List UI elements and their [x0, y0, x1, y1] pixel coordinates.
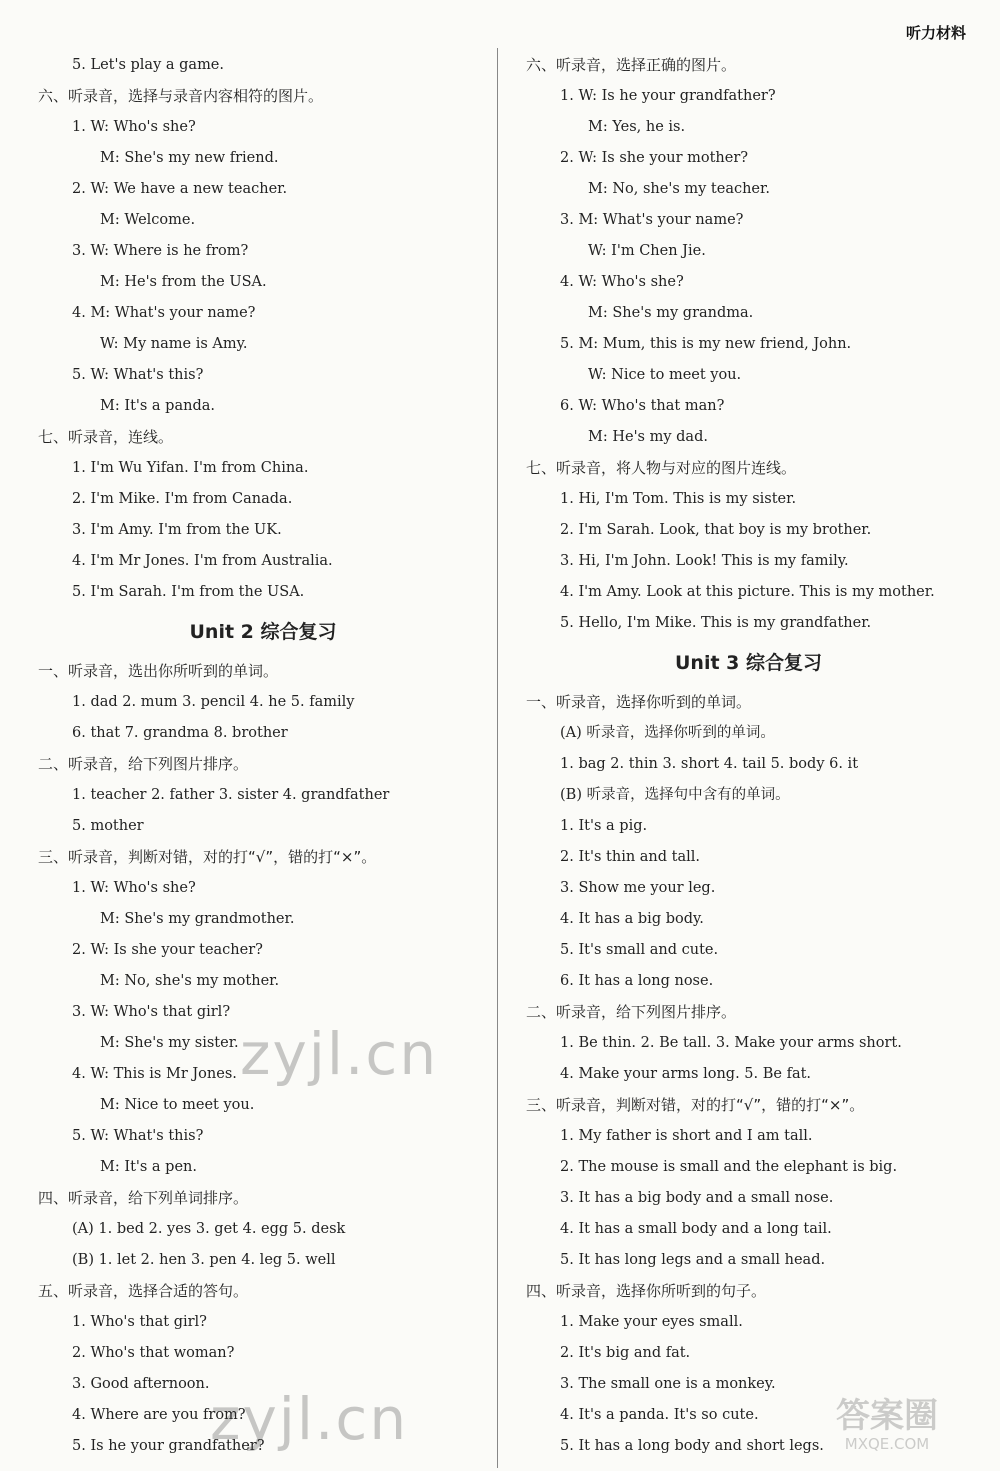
list-item: 5. It's small and cute.	[560, 942, 719, 958]
dialogue-reply: M: He's my dad.	[588, 429, 708, 445]
list-item: 2. Who's that woman?	[72, 1345, 235, 1361]
list-item: 4. It has a small body and a long tail.	[560, 1221, 832, 1237]
watermark-logo-url: MXQE.COM	[844, 1435, 930, 1453]
list-item: 5. It has a long body and short legs.	[560, 1438, 824, 1454]
list-item: 3. Good afternoon.	[72, 1376, 210, 1392]
dialogue-reply: M: She's my grandma.	[588, 305, 754, 321]
list-item: 4. It's a panda. It's so cute.	[560, 1407, 759, 1423]
list-item: 1. It's a pig.	[560, 818, 648, 834]
section-heading: 七、听录音，连线。	[38, 428, 174, 446]
list-item: 5. It has long legs and a small head.	[560, 1252, 826, 1268]
list-item: (B) 听录音，选择句中含有的单词。	[560, 787, 790, 803]
list-item: 2. W: We have a new teacher.	[72, 181, 288, 197]
list-item: 3. M: What's your name?	[560, 212, 744, 228]
list-item: 2. It's thin and tall.	[560, 849, 701, 865]
list-item: 4. I'm Mr Jones. I'm from Australia.	[72, 553, 333, 569]
dialogue-reply: M: She's my grandmother.	[100, 911, 295, 927]
list-item: 2. W: Is she your mother?	[560, 150, 749, 166]
list-item: 5. I'm Sarah. I'm from the USA.	[72, 584, 305, 600]
list-item: 4. Make your arms long. 5. Be fat.	[560, 1066, 812, 1082]
list-item: 1. dad 2. mum 3. pencil 4. he 5. family	[72, 694, 355, 710]
list-item: 1. teacher 2. father 3. sister 4. grandfather	[72, 787, 390, 803]
dialogue-reply: M: She's my new friend.	[100, 150, 279, 166]
list-item: 1. I'm Wu Yifan. I'm from China.	[72, 460, 309, 476]
section-heading: 四、听录音，给下列单词排序。	[38, 1189, 249, 1207]
list-item: 5. W: What's this?	[72, 367, 204, 383]
list-item: 3. W: Who's that girl?	[72, 1004, 231, 1020]
watermark-logo	[802, 1397, 972, 1457]
list-item: 3. It has a big body and a small nose.	[560, 1190, 834, 1206]
list-item: 6. that 7. grandma 8. brother	[72, 725, 288, 741]
list-item: 3. Hi, I'm John. Look! This is my family.	[560, 553, 849, 569]
list-item: 1. W: Who's she?	[72, 119, 196, 135]
list-item: 5. Let's play a game.	[72, 57, 225, 73]
section-heading: 二、听录音，给下列图片排序。	[526, 1003, 737, 1021]
list-item: 4. W: Who's she?	[560, 274, 684, 290]
watermark-logo-text: 答案圈	[836, 1396, 938, 1436]
list-item: 5. W: What's this?	[72, 1128, 204, 1144]
section-heading: 二、听录音，给下列图片排序。	[38, 755, 249, 773]
section-heading: 一、听录音，选出你所听到的单词。	[38, 662, 279, 680]
list-item: 4. M: What's your name?	[72, 305, 256, 321]
watermark-text: zyjl.cn	[240, 1020, 439, 1088]
section-heading: 五、听录音，选择合适的答句。	[38, 1282, 249, 1300]
dialogue-reply: M: It's a panda.	[100, 398, 215, 414]
list-item: 1. Be thin. 2. Be tall. 3. Make your arms short.	[560, 1035, 902, 1051]
unit-title: Unit 2 综合复习	[189, 621, 337, 643]
section-heading: 六、听录音，选择正确的图片。	[526, 56, 737, 74]
list-item: 1. bag 2. thin 3. short 4. tail 5. body 6. it	[560, 756, 859, 772]
section-heading: 一、听录音，选择你听到的单词。	[526, 693, 752, 711]
list-item: 1. My father is short and I am tall.	[560, 1128, 813, 1144]
list-item: 2. I'm Sarah. Look, that boy is my brother.	[560, 522, 872, 538]
list-item: 4. W: This is Mr Jones.	[72, 1066, 237, 1082]
list-item: 5. M: Mum, this is my new friend, John.	[560, 336, 852, 352]
list-item: 1. Hi, I'm Tom. This is my sister.	[560, 491, 797, 507]
list-item: 1. Who's that girl?	[72, 1314, 207, 1330]
dialogue-reply: M: No, she's my teacher.	[588, 181, 770, 197]
list-item: 2. The mouse is small and the elephant is big.	[560, 1159, 898, 1175]
dialogue-reply: M: Welcome.	[100, 212, 196, 228]
list-item: 1. Make your eyes small.	[560, 1314, 743, 1330]
section-heading: 三、听录音，判断对错，对的打“√”，错的打“×”。	[38, 848, 377, 866]
list-item: (A) 1. bed 2. yes 3. get 4. egg 5. desk	[72, 1221, 346, 1237]
section-heading: 七、听录音，将人物与对应的图片连线。	[526, 459, 797, 477]
list-item: (B) 1. let 2. hen 3. pen 4. leg 5. well	[72, 1252, 336, 1268]
list-item: 4. Where are you from?	[72, 1407, 246, 1423]
list-item: 4. It has a big body.	[560, 911, 704, 927]
list-item: (A) 听录音，选择你听到的单词。	[560, 725, 775, 741]
section-heading: 三、听录音，判断对错，对的打“√”，错的打“×”。	[526, 1096, 865, 1114]
list-item: 2. It's big and fat.	[560, 1345, 691, 1361]
dialogue-reply: W: I'm Chen Jie.	[588, 243, 706, 259]
dialogue-reply: W: Nice to meet you.	[588, 367, 742, 383]
dialogue-reply: W: My name is Amy.	[100, 336, 248, 352]
section-heading: 六、听录音，选择与录音内容相符的图片。	[38, 87, 324, 105]
list-item: 6. W: Who's that man?	[560, 398, 725, 414]
right-column	[526, 50, 971, 1462]
unit-title: Unit 3 综合复习	[675, 652, 822, 674]
dialogue-reply: M: No, she's my mother.	[100, 973, 280, 989]
list-item: 5. Is he your grandfather?	[72, 1438, 265, 1454]
left-column	[38, 50, 488, 1462]
watermark-text: zyjl.cn	[210, 1385, 409, 1453]
list-item: 3. I'm Amy. I'm from the UK.	[72, 522, 282, 538]
list-item: 6. It has a long nose.	[560, 973, 714, 989]
dialogue-reply: M: She's my sister.	[100, 1035, 239, 1051]
page-header-title: 听力材料	[905, 24, 966, 42]
section-heading: 四、听录音，选择你所听到的句子。	[526, 1282, 767, 1300]
list-item: 1. W: Who's she?	[72, 880, 196, 896]
list-item: 3. The small one is a monkey.	[560, 1376, 776, 1392]
list-item: 2. W: Is she your teacher?	[72, 942, 263, 958]
list-item: 3. W: Where is he from?	[72, 243, 249, 259]
list-item: 3. Show me your leg.	[560, 880, 716, 896]
list-item: 2. I'm Mike. I'm from Canada.	[72, 491, 293, 507]
dialogue-reply: M: It's a pen.	[100, 1159, 197, 1175]
list-item: 5. mother	[72, 818, 144, 834]
column-divider	[497, 48, 498, 1468]
dialogue-reply: M: Yes, he is.	[588, 119, 686, 135]
list-item: 5. Hello, I'm Mike. This is my grandfather.	[560, 615, 872, 631]
list-item: 4. I'm Amy. Look at this picture. This is my mother.	[560, 584, 935, 600]
list-item: 1. W: Is he your grandfather?	[560, 88, 776, 104]
dialogue-reply: M: He's from the USA.	[100, 274, 267, 290]
dialogue-reply: M: Nice to meet you.	[100, 1097, 255, 1113]
